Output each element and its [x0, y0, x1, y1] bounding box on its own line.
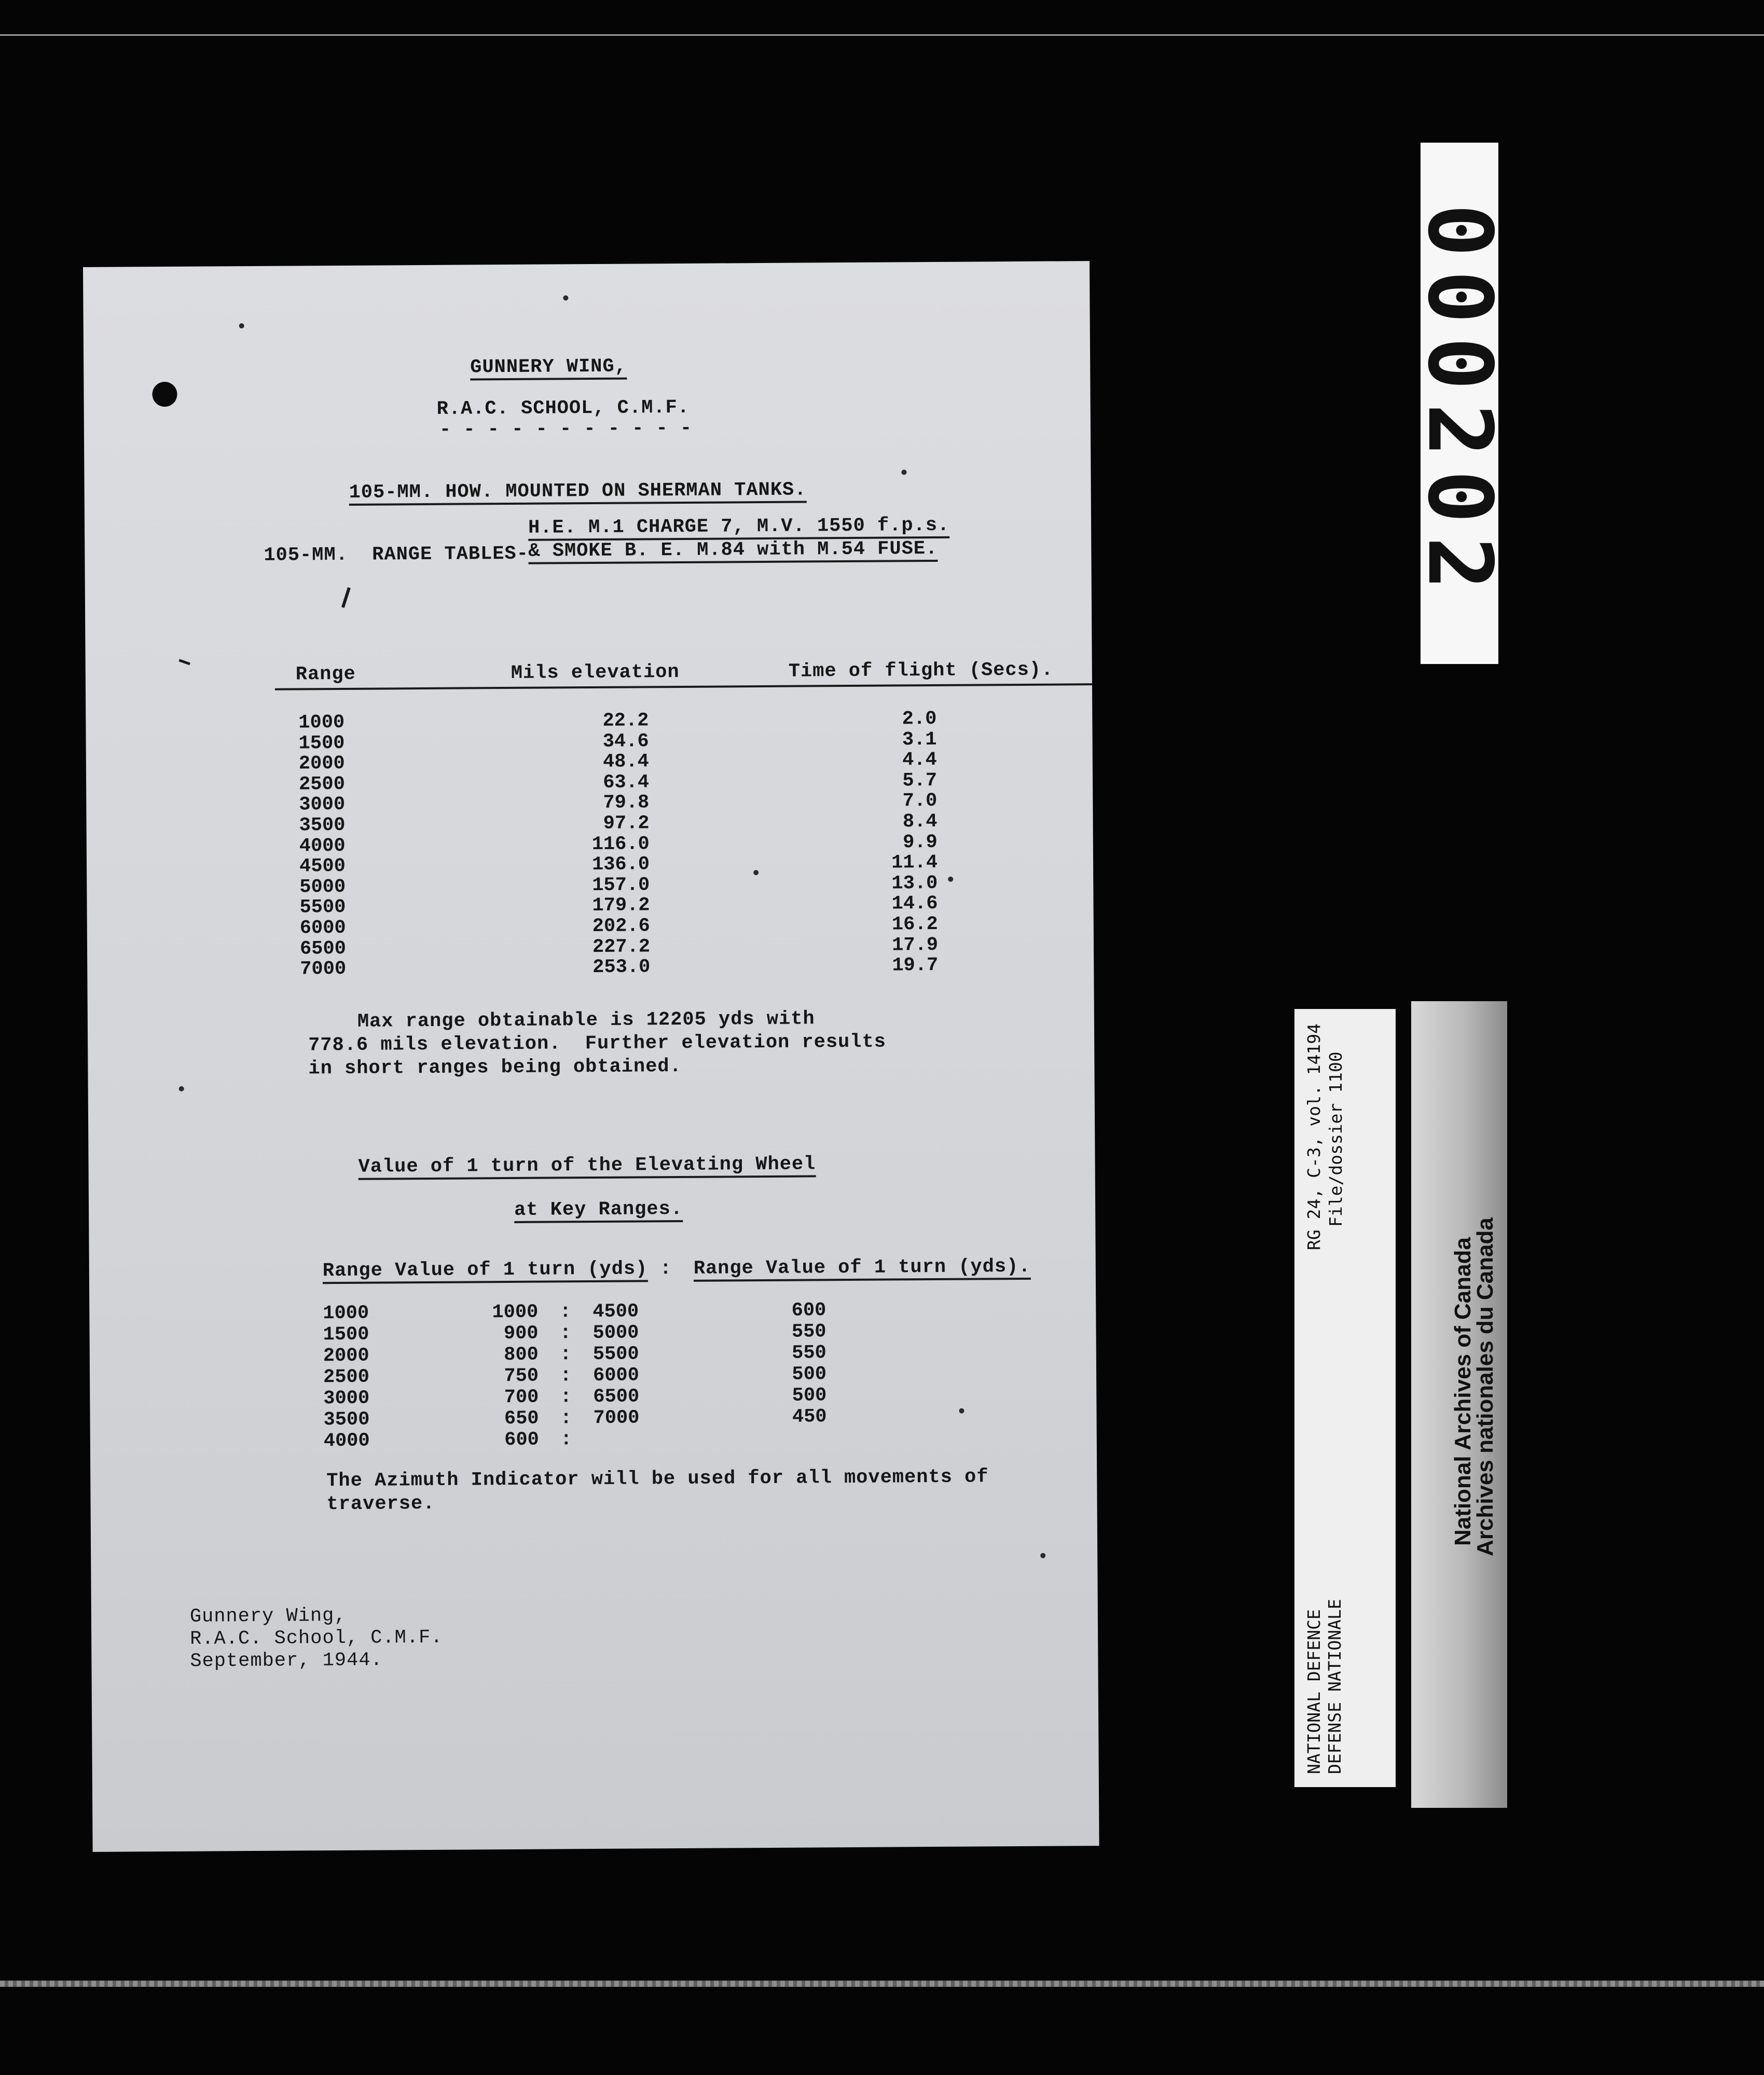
column-separator: : — [560, 1429, 572, 1451]
speck — [239, 323, 244, 328]
turn-value-cell: 750 — [504, 1365, 539, 1388]
range-cell — [594, 1429, 697, 1450]
column-separator: : — [559, 1322, 572, 1345]
max-range-note-line-1: Max range obtainable is 12205 yds with — [357, 1008, 815, 1033]
ammo-line-2: & SMOKE B. E. M.84 with M.54 FUSE. — [528, 540, 938, 564]
heading-school-rule: - - - - - - - - - - - — [439, 417, 693, 441]
turn-value-cell: 700 — [504, 1386, 539, 1409]
table-row — [323, 1343, 826, 1367]
archive-reference-label — [1294, 1009, 1396, 1787]
mils-cell: 97.2 — [603, 812, 650, 835]
column-separator: : — [560, 1344, 572, 1366]
mils-cell: 116.0 — [591, 833, 650, 855]
time-of-flight-cell: 17.9 — [892, 934, 939, 957]
range-cell: 2500 — [298, 773, 346, 796]
time-of-flight-cell: 16.2 — [891, 913, 938, 936]
key-range-header — [323, 1257, 1127, 1284]
signature-line-1: Gunnery Wing, — [189, 1604, 347, 1628]
range-cell: 6500 — [593, 1386, 640, 1408]
frame-number: 000202 — [1408, 203, 1511, 603]
mils-cell: 63.4 — [603, 771, 650, 794]
department-line-2: DEFENSE NATIONALE — [1325, 1599, 1345, 1774]
range-cell: 4000 — [299, 835, 346, 857]
department-line-1: NATIONAL DEFENCE — [1304, 1609, 1324, 1774]
range-cell: 6000 — [592, 1364, 640, 1387]
max-range-note-line-2: 778.6 mils elevation. Further elevation results — [308, 1031, 887, 1057]
range-cell: 4500 — [299, 855, 346, 878]
range-cell: 1500 — [323, 1323, 369, 1346]
table-row — [324, 1428, 827, 1452]
key-ranges-heading: at Key Ranges. — [514, 1200, 683, 1223]
column-separator: : — [559, 1301, 572, 1323]
speck — [948, 877, 953, 882]
turn-value-cell: 600 — [504, 1429, 539, 1451]
speck — [959, 1408, 964, 1414]
signature-line-2: R.A.C. School, C.M.F. — [190, 1626, 443, 1650]
mils-cell: 22.2 — [602, 710, 649, 732]
range-cell: 2000 — [323, 1345, 369, 1367]
archive-reference-line-2: File/dossier 1100 — [1326, 1052, 1346, 1227]
header-time-of-flight: Time of flight (Secs). — [788, 659, 1054, 683]
key-header-left: Range Value of 1 turn (yds) — [323, 1260, 648, 1284]
mils-cell: 179.2 — [592, 894, 650, 917]
pen-mark — [341, 587, 351, 608]
mils-cell: 34.6 — [602, 730, 649, 753]
table-row — [323, 1321, 826, 1346]
film-edge-bottom — [0, 1981, 1764, 1987]
azimuth-note-line-1: The Azimuth Indicator will be used for all movements of — [326, 1466, 989, 1492]
time-of-flight-cell: 8.4 — [902, 810, 938, 833]
mils-cell: 136.0 — [591, 853, 650, 876]
mils-cell: 79.8 — [603, 792, 650, 814]
punch-hole — [152, 382, 177, 407]
range-cell: 4500 — [592, 1301, 639, 1323]
turn-value-cell: 550 — [791, 1321, 826, 1343]
speck — [563, 295, 568, 300]
key-header-separator: : — [659, 1258, 672, 1280]
range-cell: 6000 — [299, 917, 346, 939]
mils-cell: 48.4 — [602, 751, 649, 773]
azimuth-note-line-2: traverse. — [326, 1492, 435, 1516]
range-cell: 2000 — [298, 753, 345, 775]
time-of-flight-cell: 13.0 — [891, 872, 938, 895]
turn-value-cell — [697, 1428, 827, 1450]
turn-value-cell: 500 — [792, 1385, 827, 1407]
time-of-flight-cell: 5.7 — [902, 769, 938, 792]
time-of-flight-cell: 2.0 — [902, 708, 937, 730]
heading-school: R.A.C. SCHOOL, C.M.F. — [436, 396, 690, 420]
archive-reference-line-1: RG 24, C-3, vol. 14194 — [1304, 1023, 1324, 1250]
time-of-flight-cell: 9.9 — [903, 831, 938, 853]
column-separator: : — [560, 1365, 572, 1387]
range-cell: 5500 — [592, 1343, 639, 1366]
archives-name-fr: Archives nationales du Canada — [1472, 1218, 1498, 1556]
range-cell: 1500 — [298, 732, 345, 755]
range-table-header — [275, 660, 1092, 690]
header-mils-elevation: Mils elevation — [511, 661, 680, 684]
turn-value-cell: 600 — [791, 1299, 826, 1322]
range-cell: 5500 — [299, 896, 346, 919]
signature-line-3: September, 1944. — [190, 1649, 383, 1672]
range-cell: 7000 — [300, 958, 347, 980]
turn-value-cell: 650 — [504, 1407, 539, 1430]
range-cell: 7000 — [593, 1407, 640, 1430]
range-cell: 5000 — [592, 1322, 639, 1345]
speck — [179, 1086, 184, 1091]
range-cell: 3000 — [323, 1387, 370, 1410]
table-row — [323, 1364, 826, 1388]
range-tables-label: 105-MM. RANGE TABLES- — [264, 543, 529, 566]
range-cell: 2500 — [323, 1366, 370, 1389]
range-cell: 3500 — [323, 1408, 370, 1431]
mils-cell: 202.6 — [592, 915, 650, 937]
range-cell: 4000 — [323, 1430, 370, 1453]
subject-line: 105-MM. HOW. MOUNTED ON SHERMAN TANKS. — [349, 480, 807, 505]
time-of-flight-cell: 7.0 — [902, 790, 938, 812]
turn-value-cell: 900 — [503, 1322, 539, 1345]
time-of-flight-cell: 14.6 — [891, 893, 938, 915]
turn-value-cell: 800 — [504, 1344, 539, 1366]
table-row — [323, 1385, 826, 1409]
turn-value-cell: 500 — [792, 1363, 827, 1386]
mils-cell: 157.0 — [592, 874, 650, 896]
pen-mark — [178, 659, 190, 665]
key-header-right: Range Value of 1 turn (yds). — [694, 1257, 1031, 1282]
range-cell: 3500 — [299, 814, 346, 837]
table-row — [323, 1406, 826, 1431]
time-of-flight-cell: 19.7 — [892, 955, 939, 977]
elevating-wheel-heading: Value of 1 turn of the Elevating Wheel — [358, 1155, 816, 1180]
max-range-note-line-3: in short ranges being obtained. — [308, 1055, 682, 1080]
table-row — [300, 956, 938, 980]
column-separator: : — [560, 1386, 572, 1408]
heading-gunnery-wing: GUNNERY WING, — [470, 357, 627, 381]
turn-value-cell: 550 — [792, 1342, 826, 1364]
turn-value-cell: 1000 — [492, 1301, 539, 1324]
speck — [1040, 1553, 1045, 1558]
time-of-flight-cell: 11.4 — [891, 852, 938, 874]
table-row — [323, 1300, 826, 1324]
range-cell: 6500 — [299, 937, 346, 960]
range-cell: 1000 — [323, 1302, 369, 1325]
key-range-table — [323, 1300, 827, 1452]
range-cell: 1000 — [298, 711, 345, 734]
time-of-flight-cell: 3.1 — [902, 728, 937, 751]
column-separator: : — [560, 1407, 572, 1430]
ammo-line-1: H.E. M.1 CHARGE 7, M.V. 1550 f.p.s. — [528, 516, 949, 541]
header-range: Range — [295, 663, 356, 686]
mils-cell: 253.0 — [592, 956, 651, 979]
range-cell: 5000 — [299, 876, 346, 898]
range-table — [298, 709, 938, 980]
time-of-flight-cell: 4.4 — [902, 749, 937, 771]
film-edge-top — [0, 34, 1764, 36]
speck — [901, 469, 906, 475]
turn-value-cell: 450 — [792, 1406, 827, 1428]
national-archives-label — [1411, 1001, 1507, 1808]
frame-number-strip — [1408, 143, 1511, 664]
mils-cell: 227.2 — [592, 935, 651, 958]
range-cell: 3000 — [299, 794, 346, 816]
archives-name-en: National Archives of Canada — [1450, 1237, 1476, 1546]
document-page — [83, 261, 1099, 1852]
